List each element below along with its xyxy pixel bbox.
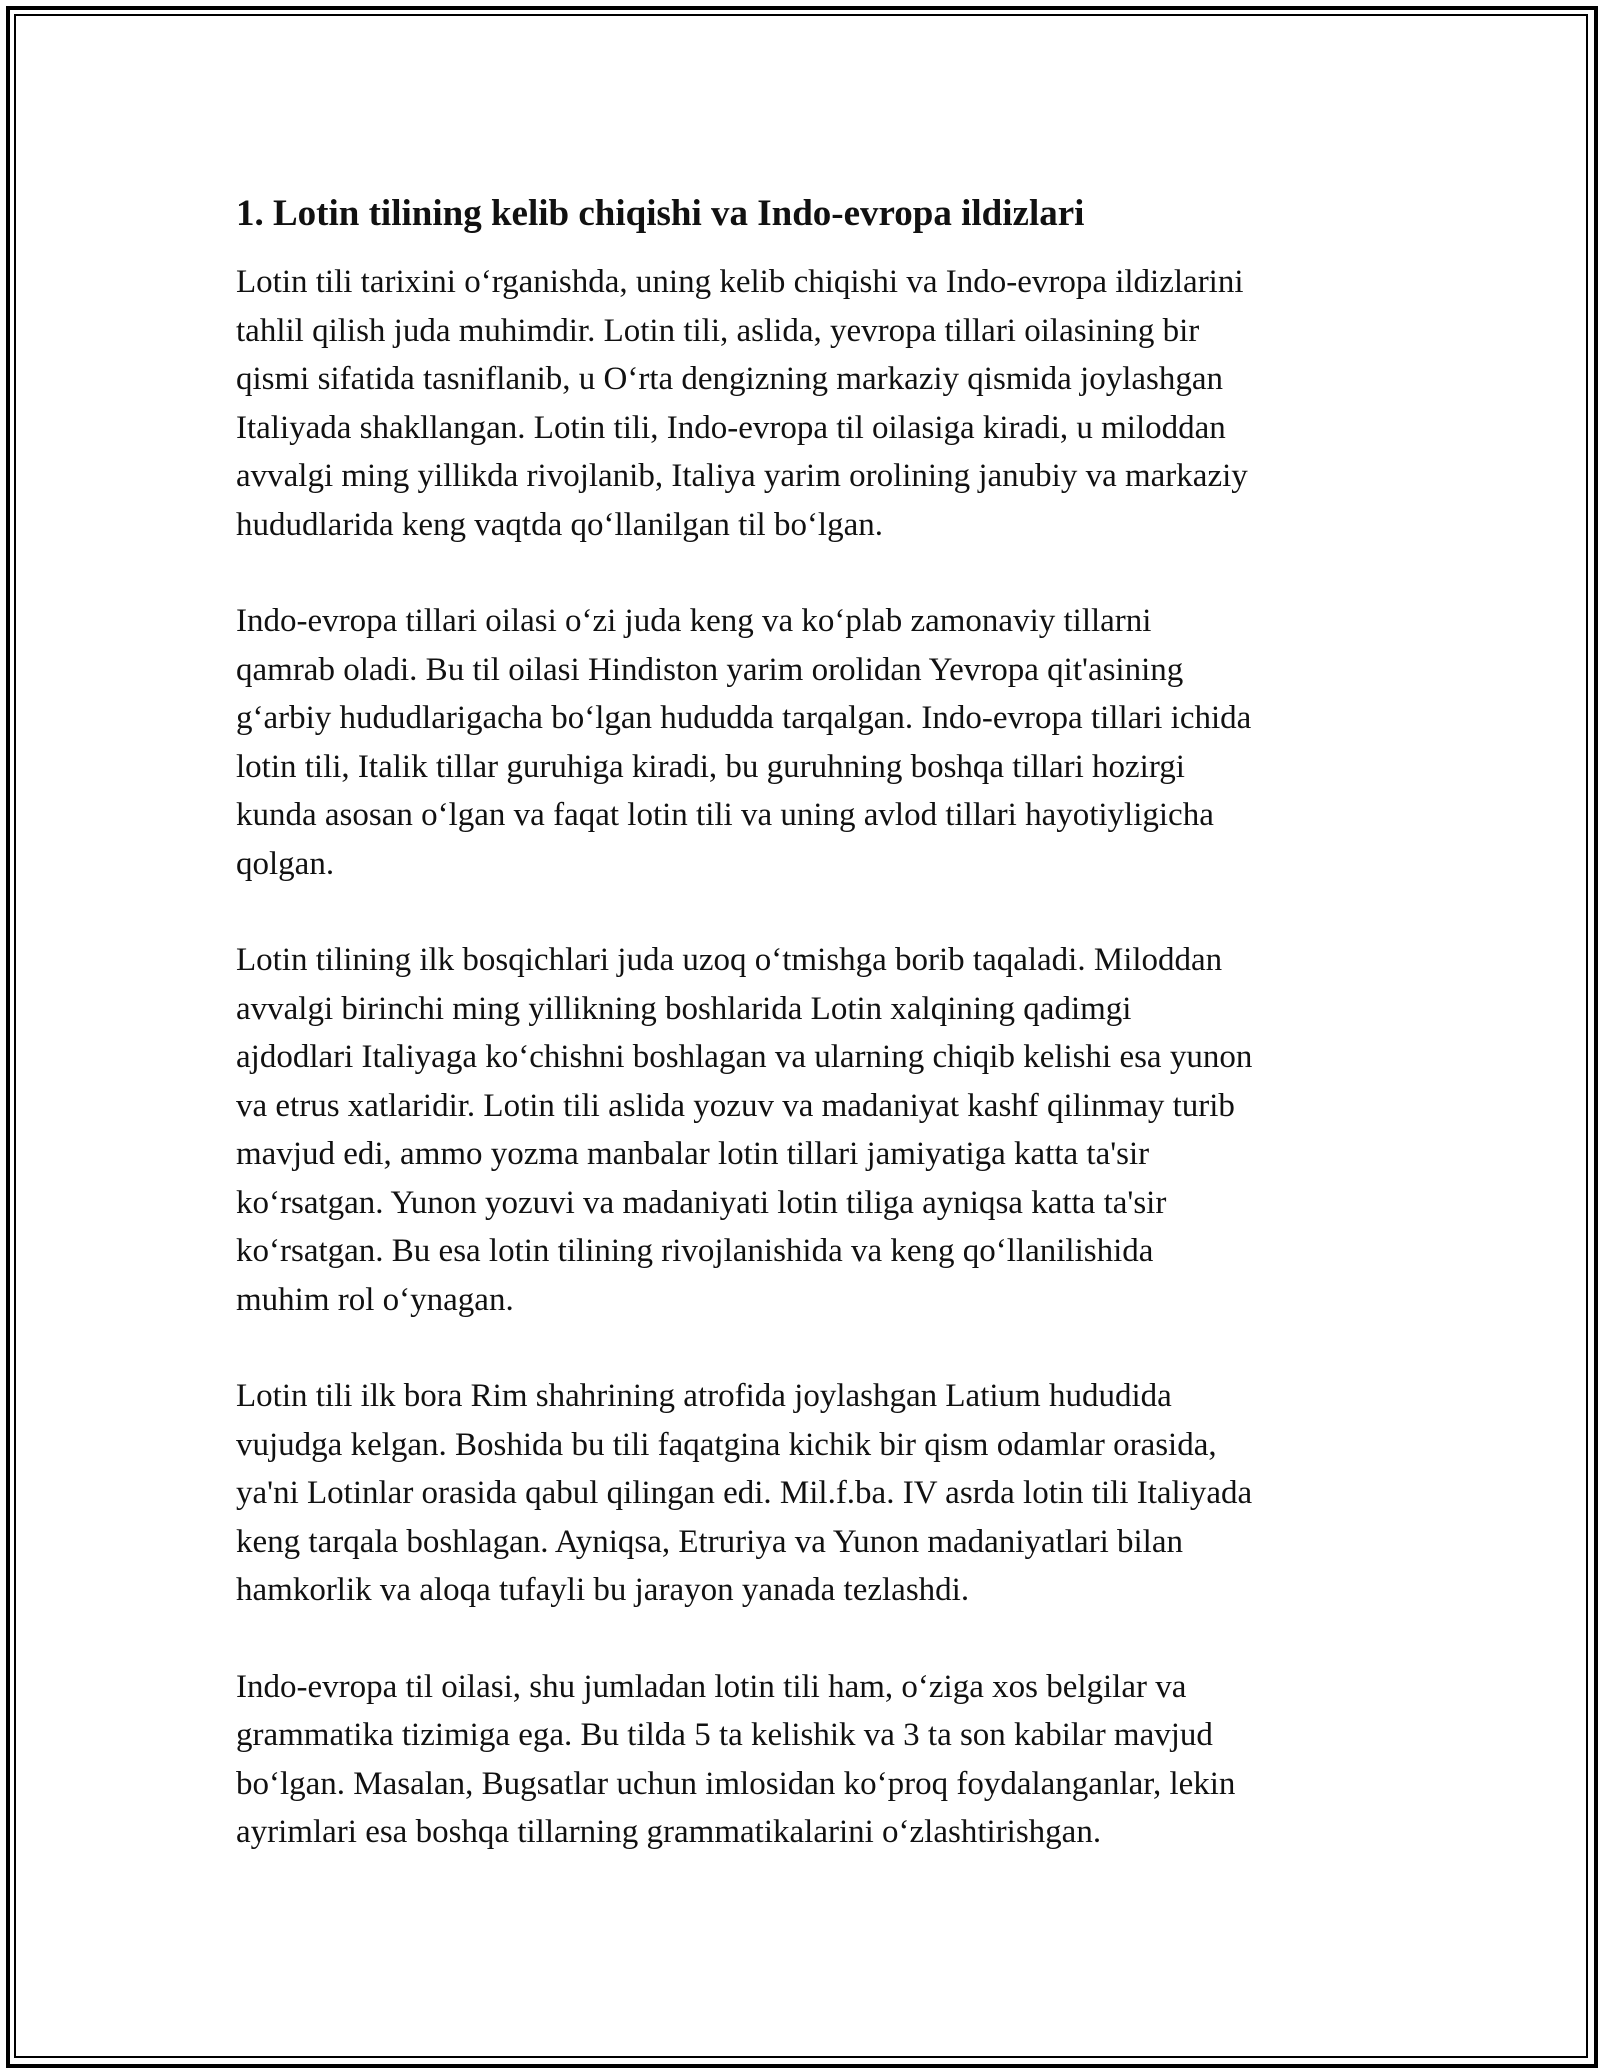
paragraph-line: ko‘rsatgan. Yunon yozuvi va madaniyati lotin tiliga ayniqsa katta ta'sir bbox=[236, 1184, 1167, 1221]
paragraph-list bbox=[236, 258, 1386, 1857]
paragraph-line: ayrimlari esa boshqa tillarning grammatikalarini o‘zlashtirishgan. bbox=[236, 1814, 1102, 1850]
paragraph-line: Lotin tilining ilk bosqichlari juda uzoq o‘tmishga borib taqaladi. Miloddan bbox=[236, 942, 1223, 978]
paragraph-line: kunda asosan o‘lgan va faqat lotin tili va uning avlod tillari hayotiyligicha bbox=[236, 797, 1214, 833]
section-heading: 1. Lotin tilining kelib chiqishi va Indo-evropa ildizlari bbox=[236, 193, 1085, 234]
paragraph-line: mavjud edi, ammo yozma manbalar lotin tillari jamiyatiga katta ta'sir bbox=[236, 1136, 1150, 1172]
paragraph-line: grammatika tizimiga ega. Bu tilda 5 ta kelishik va 3 ta son kabilar mavjud bbox=[236, 1717, 1213, 1753]
paragraph-line: vujudga kelgan. Boshida bu tili faqatgina kichik bir qism odamlar orasida, bbox=[236, 1426, 1217, 1463]
paragraph-line: hududlarida keng vaqtda qo‘llanilgan til bo‘lgan. bbox=[236, 506, 883, 543]
paragraph-line: va etrus xatlaridir. Lotin tili aslida yozuv va madaniyat kashf qilinmay turib bbox=[236, 1087, 1235, 1124]
paragraph bbox=[236, 258, 1386, 549]
paragraph-line: ya'ni Lotinlar orasida qabul qilingan edi. Mil.f.ba. IV asrda lotin tili Italiyada bbox=[236, 1475, 1253, 1511]
paragraph bbox=[236, 936, 1386, 1324]
paragraph-line: qismi sifatida tasniflanib, u O‘rta dengizning markaziy qismida joylashgan bbox=[236, 361, 1224, 397]
paragraph-line: lotin tili, Italik tillar guruhiga kiradi, bu guruhning boshqa tillari hozirgi bbox=[236, 748, 1185, 785]
paragraph-line: ko‘rsatgan. Bu esa lotin tilining rivojlanishida va keng qo‘llanilishida bbox=[236, 1233, 1154, 1269]
paragraph-line: g‘arbiy hududlarigacha bo‘lgan hududda tarqalgan. Indo-evropa tillari ichida bbox=[236, 700, 1252, 736]
paragraph bbox=[236, 1372, 1386, 1615]
paragraph-line: tahlil qilish juda muhimdir. Lotin tili, aslida, yevropa tillari oilasining bir bbox=[236, 312, 1200, 349]
paragraph-line: keng tarqala boshlagan. Ayniqsa, Etruriya va Yunon madaniyatlari bilan bbox=[236, 1523, 1183, 1560]
paragraph-line: Italiyada shakllangan. Lotin tili, Indo-evropa til oilasiga kiradi, u miloddan bbox=[236, 409, 1226, 446]
paragraph-line: hamkorlik va aloqa tufayli bu jarayon yanada tezlashdi. bbox=[236, 1572, 970, 1608]
paragraph-line: Indo-evropa tillari oilasi o‘zi juda keng va ko‘plab zamonaviy tillarni bbox=[236, 603, 1152, 639]
paragraph-line: avvalgi ming yillikda rivojlanib, Italiya yarim orolining janubiy va markaziy bbox=[236, 458, 1248, 494]
document-body bbox=[236, 186, 1386, 1905]
paragraph-line: muhim rol o‘ynagan. bbox=[236, 1281, 514, 1318]
paragraph-line: bo‘lgan. Masalan, Bugsatlar uchun imlosidan ko‘proq foydalanganlar, lekin bbox=[236, 1765, 1236, 1802]
paragraph-line: qamrab oladi. Bu til oilasi Hindiston yarim orolidan Yevropa qit'asining bbox=[236, 651, 1184, 688]
paragraph-line: ajdodlari Italiyaga ko‘chishni boshlagan va ularning chiqib kelishi esa yunon bbox=[236, 1039, 1253, 1075]
paragraph-line: qolgan. bbox=[236, 845, 335, 882]
paragraph-line: Indo-evropa til oilasi, shu jumladan lotin tili ham, o‘ziga xos belgilar va bbox=[236, 1668, 1187, 1705]
paragraph bbox=[236, 597, 1386, 888]
paragraph bbox=[236, 1663, 1386, 1857]
paragraph-line: avvalgi birinchi ming yillikning boshlarida Lotin xalqining qadimgi bbox=[236, 990, 1132, 1027]
paragraph-line: Lotin tili ilk bora Rim shahrining atrofida joylashgan Latium hududida bbox=[236, 1378, 1172, 1414]
paragraph-line: Lotin tili tarixini o‘rganishda, uning kelib chiqishi va Indo-evropa ildizlarini bbox=[236, 264, 1244, 300]
